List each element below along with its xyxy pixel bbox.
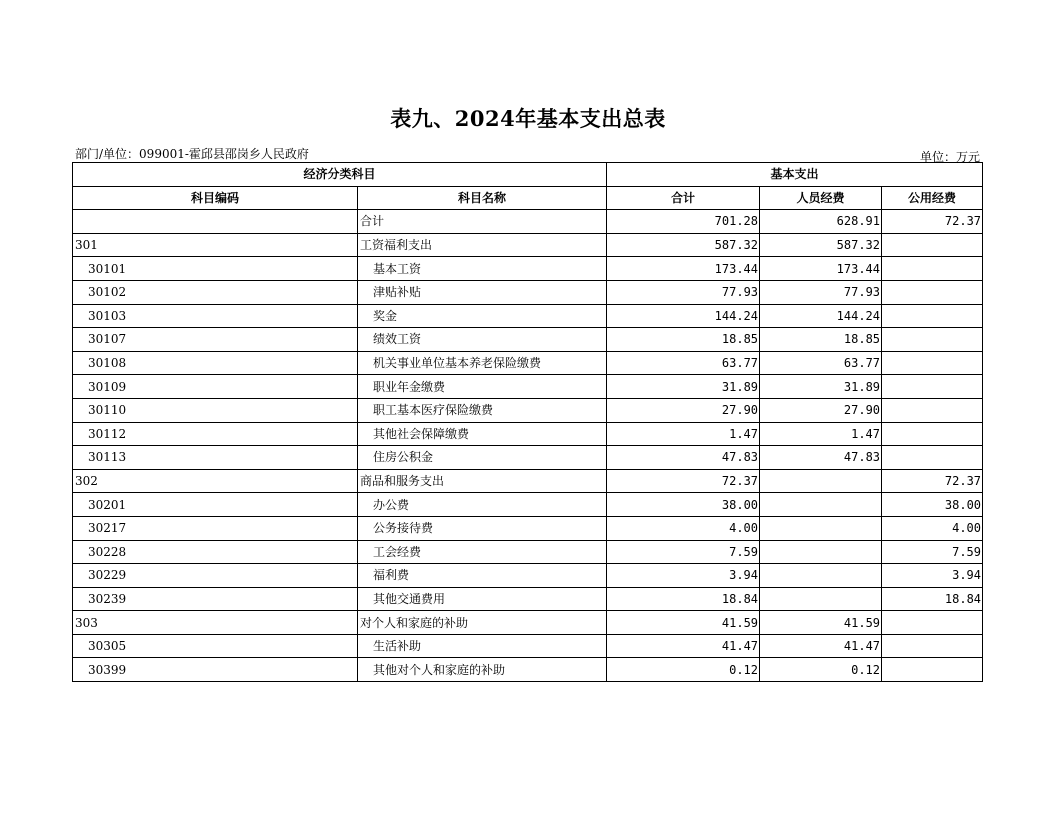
subject-name-cell: 其他对个人和家庭的补助 (358, 658, 607, 682)
subject-name-cell: 奖金 (358, 304, 607, 328)
total-cell: 41.47 (607, 634, 760, 658)
subject-name-cell: 机关事业单位基本养老保险缴费 (358, 351, 607, 375)
subject-code-cell (73, 210, 358, 234)
subject-code-cell: 30109 (73, 375, 358, 399)
subject-code-cell: 30108 (73, 351, 358, 375)
header-group-row (73, 163, 983, 187)
total-cell: 31.89 (607, 375, 760, 399)
subject-name-cell: 公务接待费 (358, 516, 607, 540)
public-expense-cell (882, 375, 983, 399)
total-cell: 701.28 (607, 210, 760, 234)
subject-name-cell: 职工基本医疗保险缴费 (358, 398, 607, 422)
department-label: 部门/单位：099001-霍邱县邵岗乡人民政府 (75, 147, 309, 161)
personnel-expense-cell: 173.44 (760, 257, 882, 281)
header-personnel-expense: 人员经费 (760, 186, 882, 210)
subject-code-cell: 30107 (73, 328, 358, 352)
table-row (73, 540, 983, 564)
total-cell: 41.59 (607, 611, 760, 635)
subject-name-cell: 其他交通费用 (358, 587, 607, 611)
public-expense-cell (882, 611, 983, 635)
public-expense-cell: 3.94 (882, 564, 983, 588)
header-subject-code: 科目编码 (73, 186, 358, 210)
total-cell: 0.12 (607, 658, 760, 682)
personnel-expense-cell (760, 564, 882, 588)
table-row (73, 469, 983, 493)
public-expense-cell (882, 233, 983, 257)
subject-code-cell: 30305 (73, 634, 358, 658)
total-cell: 587.32 (607, 233, 760, 257)
personnel-expense-cell: 41.47 (760, 634, 882, 658)
table-row (73, 493, 983, 517)
public-expense-cell (882, 634, 983, 658)
subject-name-cell: 生活补助 (358, 634, 607, 658)
table-row (73, 280, 983, 304)
table-row (73, 398, 983, 422)
public-expense-cell (882, 446, 983, 470)
table-row (73, 611, 983, 635)
subject-name-cell: 商品和服务支出 (358, 469, 607, 493)
table-row (73, 257, 983, 281)
total-cell: 47.83 (607, 446, 760, 470)
table-row (73, 233, 983, 257)
subject-name-cell: 工资福利支出 (358, 233, 607, 257)
public-expense-cell (882, 257, 983, 281)
subject-name-cell: 津贴补贴 (358, 280, 607, 304)
subject-code-cell: 30113 (73, 446, 358, 470)
subject-name-cell: 工会经费 (358, 540, 607, 564)
public-expense-cell: 72.37 (882, 469, 983, 493)
total-cell: 144.24 (607, 304, 760, 328)
expenditure-table (72, 162, 983, 682)
subject-code-cell: 302 (73, 469, 358, 493)
public-expense-cell: 38.00 (882, 493, 983, 517)
total-cell: 77.93 (607, 280, 760, 304)
table-row (73, 516, 983, 540)
personnel-expense-cell: 27.90 (760, 398, 882, 422)
header-economic-classification: 经济分类科目 (73, 163, 607, 187)
public-expense-cell (882, 658, 983, 682)
table-row (73, 351, 983, 375)
subject-name-cell: 对个人和家庭的补助 (358, 611, 607, 635)
table-row (73, 328, 983, 352)
subject-code-cell: 30217 (73, 516, 358, 540)
table-row (73, 210, 983, 234)
public-expense-cell (882, 304, 983, 328)
page-title: 表九、2024年基本支出总表 (390, 106, 666, 131)
table-row (73, 422, 983, 446)
public-expense-cell: 18.84 (882, 587, 983, 611)
subject-name-cell: 绩效工资 (358, 328, 607, 352)
header-public-expense: 公用经费 (882, 186, 983, 210)
personnel-expense-cell (760, 493, 882, 517)
table-row (73, 658, 983, 682)
header-total: 合计 (607, 186, 760, 210)
personnel-expense-cell: 628.91 (760, 210, 882, 234)
public-expense-cell (882, 328, 983, 352)
subject-code-cell: 30228 (73, 540, 358, 564)
subject-code-cell: 30112 (73, 422, 358, 446)
subject-code-cell: 303 (73, 611, 358, 635)
subject-name-cell: 职业年金缴费 (358, 375, 607, 399)
subject-code-cell: 30102 (73, 280, 358, 304)
unit-label: 单位：万元 (919, 150, 980, 164)
subject-code-cell: 30110 (73, 398, 358, 422)
personnel-expense-cell (760, 516, 882, 540)
personnel-expense-cell: 18.85 (760, 328, 882, 352)
total-cell: 18.84 (607, 587, 760, 611)
subject-name-cell: 福利费 (358, 564, 607, 588)
personnel-expense-cell: 587.32 (760, 233, 882, 257)
personnel-expense-cell: 41.59 (760, 611, 882, 635)
personnel-expense-cell (760, 540, 882, 564)
total-cell: 18.85 (607, 328, 760, 352)
table-body (73, 210, 983, 682)
table-row (73, 375, 983, 399)
public-expense-cell (882, 422, 983, 446)
subject-code-cell: 301 (73, 233, 358, 257)
header-subject-name: 科目名称 (358, 186, 607, 210)
personnel-expense-cell (760, 469, 882, 493)
public-expense-cell (882, 398, 983, 422)
table-row (73, 304, 983, 328)
total-cell: 1.47 (607, 422, 760, 446)
personnel-expense-cell: 77.93 (760, 280, 882, 304)
personnel-expense-cell: 63.77 (760, 351, 882, 375)
personnel-expense-cell: 1.47 (760, 422, 882, 446)
public-expense-cell: 72.37 (882, 210, 983, 234)
subject-name-cell: 合计 (358, 210, 607, 234)
subject-code-cell: 30103 (73, 304, 358, 328)
public-expense-cell: 7.59 (882, 540, 983, 564)
table-row (73, 587, 983, 611)
public-expense-cell (882, 351, 983, 375)
total-cell: 38.00 (607, 493, 760, 517)
table-row (73, 634, 983, 658)
subject-code-cell: 30201 (73, 493, 358, 517)
subject-name-cell: 基本工资 (358, 257, 607, 281)
subject-name-cell: 住房公积金 (358, 446, 607, 470)
total-cell: 27.90 (607, 398, 760, 422)
total-cell: 4.00 (607, 516, 760, 540)
personnel-expense-cell (760, 587, 882, 611)
table-row (73, 564, 983, 588)
personnel-expense-cell: 0.12 (760, 658, 882, 682)
total-cell: 7.59 (607, 540, 760, 564)
header-column-row (73, 186, 983, 210)
total-cell: 72.37 (607, 469, 760, 493)
public-expense-cell: 4.00 (882, 516, 983, 540)
subject-code-cell: 30399 (73, 658, 358, 682)
header-basic-expenditure: 基本支出 (607, 163, 983, 187)
subject-name-cell: 办公费 (358, 493, 607, 517)
public-expense-cell (882, 280, 983, 304)
total-cell: 3.94 (607, 564, 760, 588)
personnel-expense-cell: 31.89 (760, 375, 882, 399)
personnel-expense-cell: 47.83 (760, 446, 882, 470)
table-row (73, 446, 983, 470)
total-cell: 173.44 (607, 257, 760, 281)
subject-code-cell: 30101 (73, 257, 358, 281)
subject-code-cell: 30239 (73, 587, 358, 611)
personnel-expense-cell: 144.24 (760, 304, 882, 328)
subject-name-cell: 其他社会保障缴费 (358, 422, 607, 446)
subject-code-cell: 30229 (73, 564, 358, 588)
total-cell: 63.77 (607, 351, 760, 375)
